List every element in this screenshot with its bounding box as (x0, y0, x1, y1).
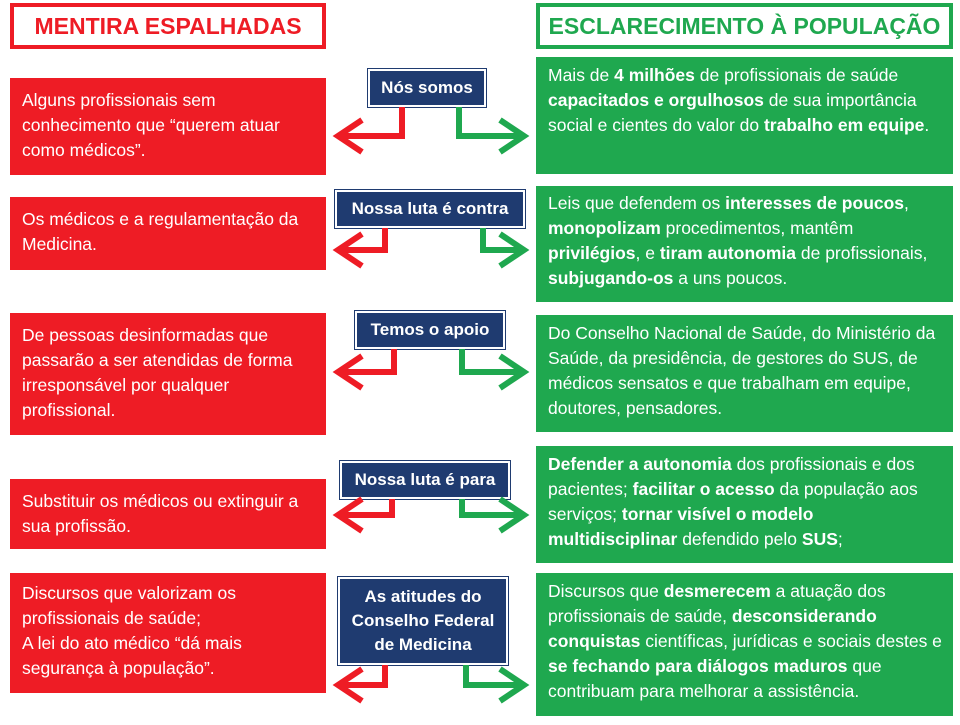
fact-text: dos profissionais e dos pacientes; (548, 454, 915, 499)
myths-header: MENTIRA ESPALHADAS (10, 3, 326, 49)
fact-text-emphasis: facilitar o acesso (632, 479, 775, 499)
fact-text: da população aos serviços; (548, 479, 918, 524)
fact-text-emphasis: desmerecem (663, 581, 771, 601)
myth-text-line: A lei do ato médico “dá mais segurança à população”. (22, 633, 242, 678)
green-arrow-icon (462, 349, 522, 372)
fact-text-emphasis: Defender a autonomia (548, 454, 732, 474)
fact-text: Mais de (548, 65, 615, 85)
fact-text: a atuação dos profissionais de saúde, (548, 581, 886, 626)
fact-text-emphasis: trabalho em equipe (763, 115, 925, 135)
fact-text-emphasis: desconsiderando conquistas (548, 606, 877, 651)
fact-text: de sua importância social e cientes do valor do (548, 90, 917, 135)
fact-text: procedimentos, mantêm (660, 218, 854, 238)
fact-text: que contribuam para melhorar a assistência. (548, 656, 882, 701)
fact-text-emphasis: se fechando para diálogos maduros (548, 656, 848, 676)
fact-text: , (904, 193, 909, 213)
myth-text-line: De pessoas desinformadas que passarão a ser atendidas de forma irresponsável por qualquer profissional. (22, 325, 293, 420)
fact-text-emphasis: capacitados e orgulhosos (548, 90, 764, 110)
fact-text: científicas, jurídicas e sociais destes e (640, 631, 942, 651)
myth-text-line: Discursos que valorizam os profissionais de saúde; (22, 583, 236, 628)
label-fight-for: Nossa luta é para (340, 461, 510, 499)
label-fight-against: Nossa luta é contra (335, 190, 525, 228)
fact-text: defendido pelo (677, 529, 802, 549)
fact-text-emphasis: interesses de poucos (725, 193, 905, 213)
myth-text-line: Os médicos e a regulamentação da Medicina. (22, 209, 299, 254)
fact-text-emphasis: tiram autonomia (659, 243, 796, 263)
fact-text: . (924, 115, 930, 135)
fact-text: de profissionais de saúde (694, 65, 899, 85)
fact-text: a uns poucos. (673, 268, 788, 288)
fact-text: , e (635, 243, 660, 263)
fact-text-emphasis: privilégios (548, 243, 636, 263)
clarification-header: ESCLARECIMENTO À POPULAÇÃO (536, 3, 953, 49)
fact-text: de profissionais, (796, 243, 928, 263)
label-attitudes: As atitudes do Conselho Federal de Medicina (338, 577, 508, 665)
label-support: Temos o apoio (355, 311, 505, 349)
fact-text-emphasis: tornar visível o modelo multidisciplinar (548, 504, 814, 549)
fact-text: Do Conselho Nacional de Saúde, do Ministério da Saúde, da presidência, de gestores do SUS, de médicos sensatos e que trabalham em equipe, doutores, pensadores. (548, 323, 936, 418)
fact-text-emphasis: monopolizam (548, 218, 661, 238)
fact-text-emphasis: subjugando-os (548, 268, 674, 288)
fact-text: Leis que defendem os (548, 193, 726, 213)
myth-text-line: Alguns profissionais sem conhecimento que “querem atuar como médicos”. (22, 90, 280, 160)
label-we-are: Nós somos (368, 69, 486, 107)
fact-text-emphasis: 4 milhões (614, 65, 695, 85)
fact-text: ; (837, 529, 843, 549)
fact-text: Discursos que (548, 581, 664, 601)
myth-text-line: Substituir os médicos ou extinguir a sua profissão. (22, 491, 299, 536)
fact-text-emphasis: SUS (801, 529, 838, 549)
